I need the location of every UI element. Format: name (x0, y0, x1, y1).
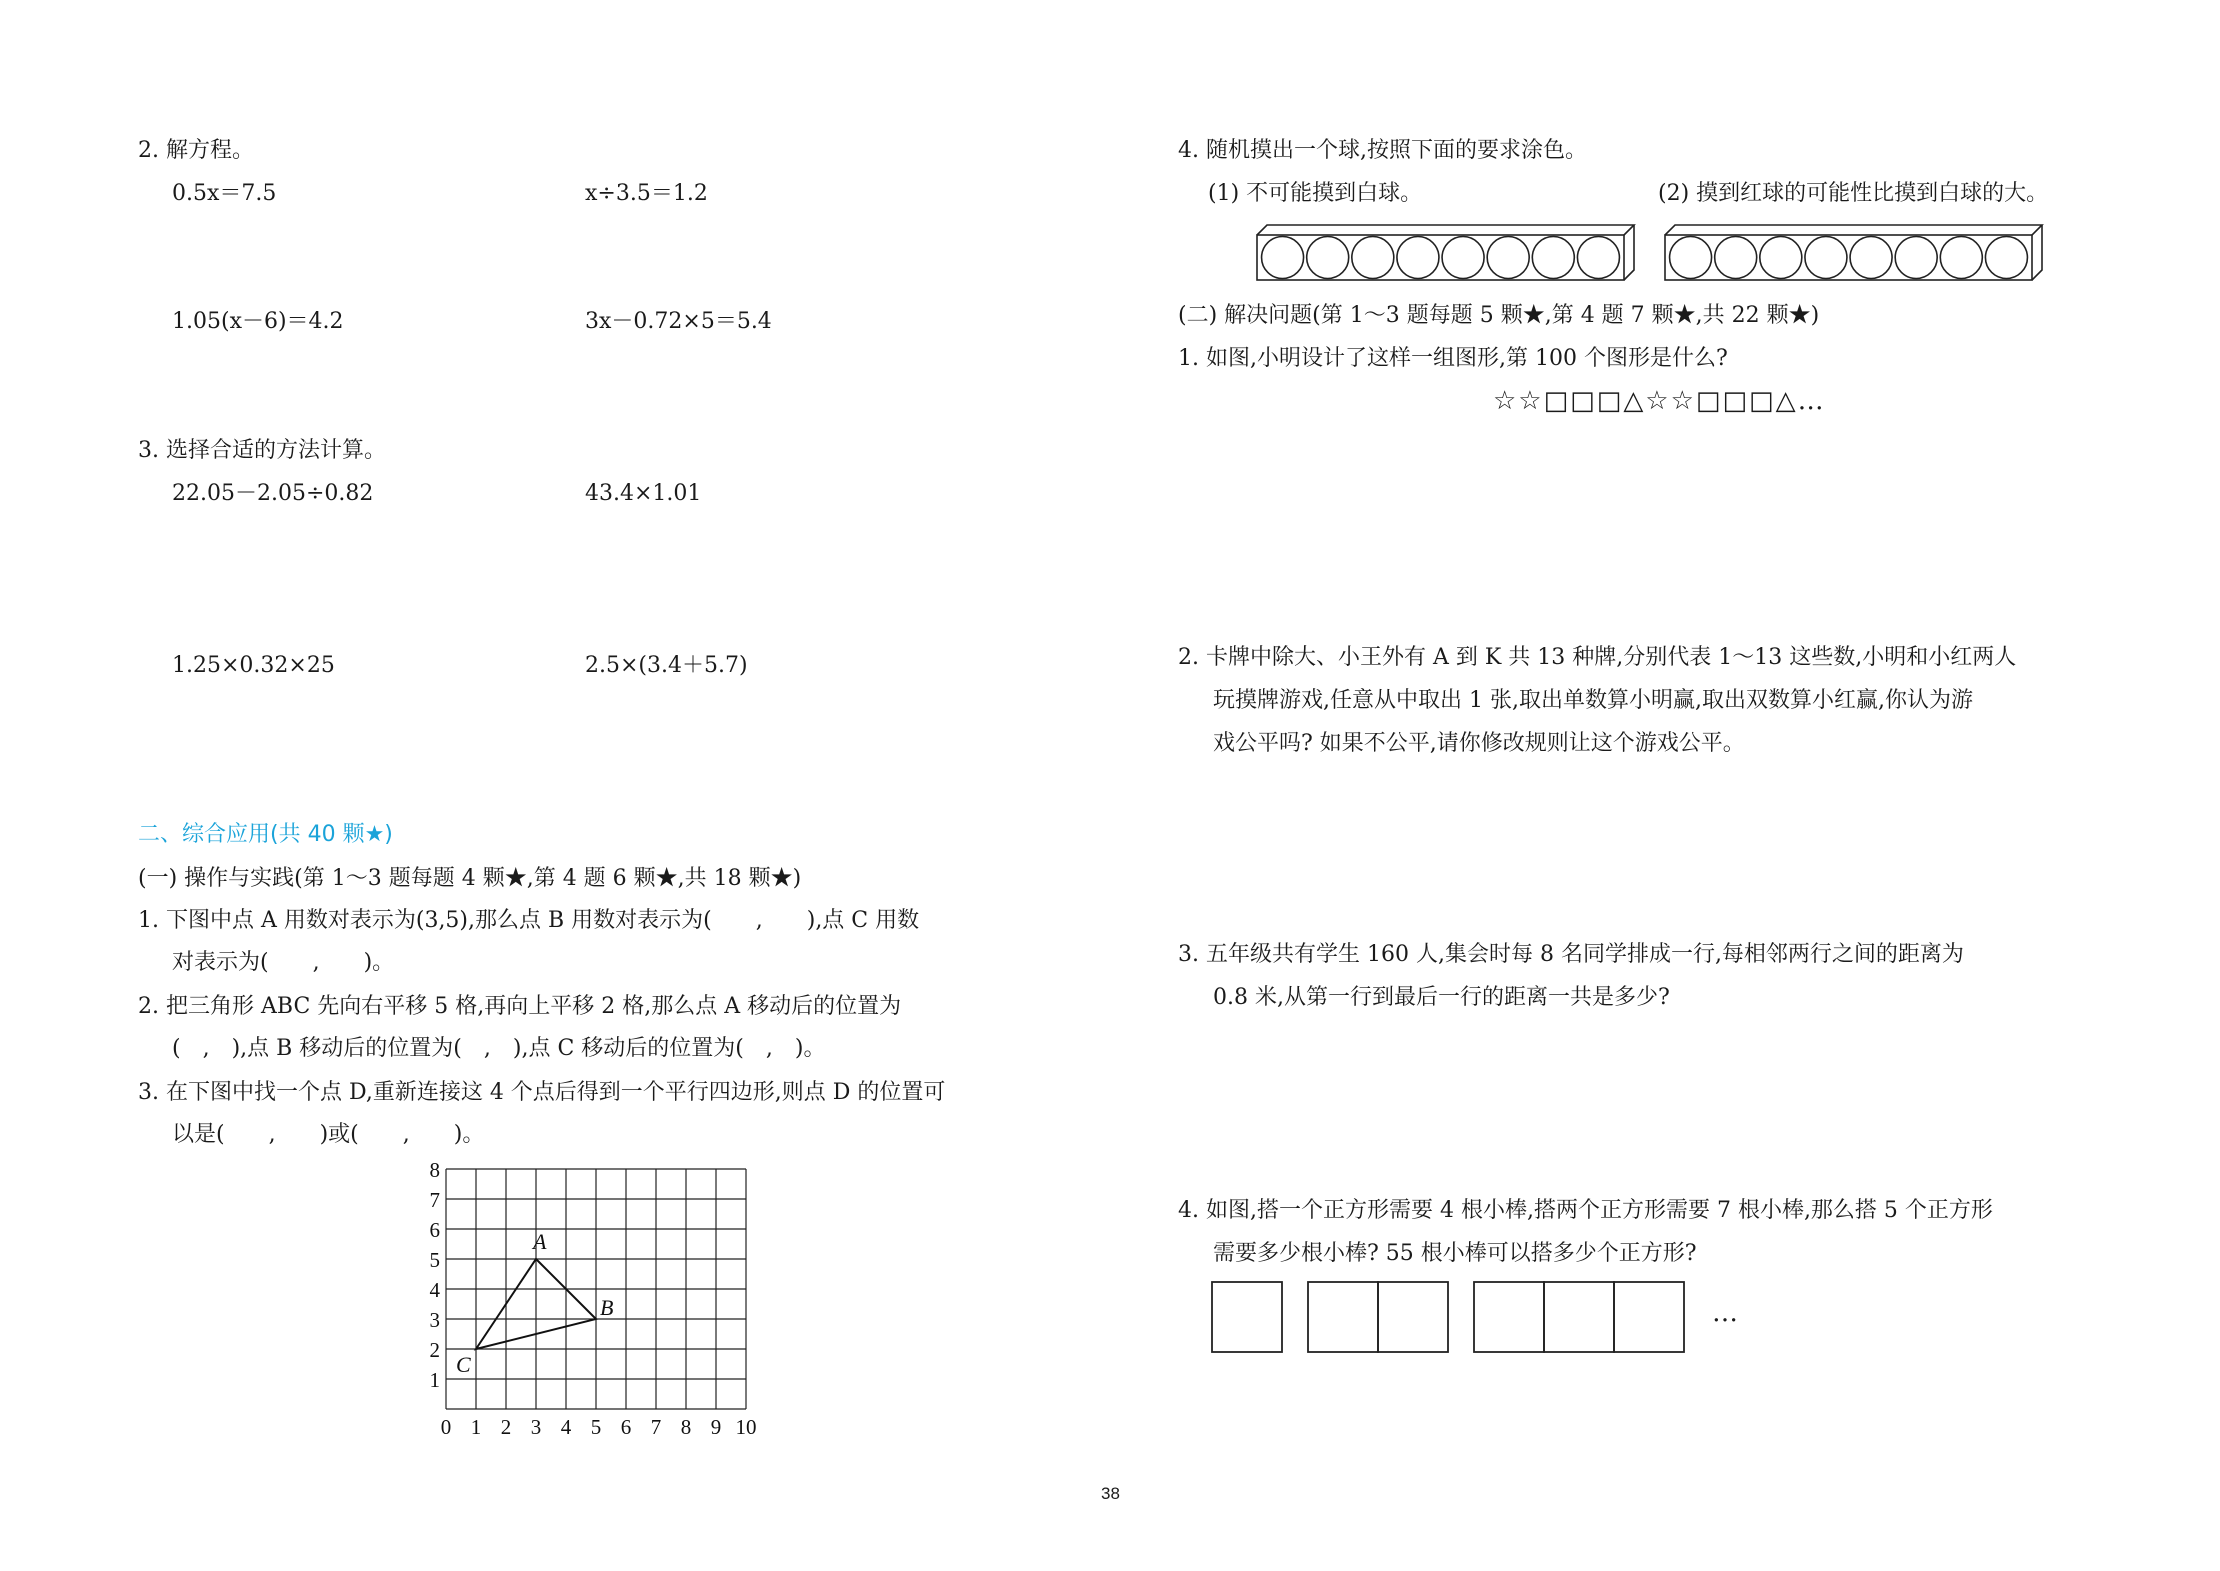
solve-q2-line3: 戏公平吗? 如果不公平,请你修改规则让这个游戏公平。 (1213, 731, 1745, 756)
subsection-2-heading: (二) 解决问题(第 1～3 题每题 5 颗★,第 4 题 7 颗★,共 22 颗★) (1178, 303, 1820, 328)
square-group-2 (1308, 1282, 1448, 1352)
solve-q1: 1. 如图,小明设计了这样一组图形,第 100 个图形是什么? (1178, 346, 1728, 371)
solve-q4-line1: 4. 如图,搭一个正方形需要 4 根小棒,搭两个正方形需要 7 根小棒,那么搭 5 个正方形 (1178, 1198, 1993, 1223)
x-tick-label: 5 (590, 1415, 602, 1439)
shape-pattern: ☆☆□□□△☆☆□□□△… (1493, 386, 1826, 416)
x-tick-label: 3 (530, 1415, 542, 1439)
squares-ellipsis: … (1712, 1298, 1738, 1328)
x-tick-label: 9 (710, 1415, 722, 1439)
x-tick-label: 8 (680, 1415, 692, 1439)
matchstick-square (1378, 1282, 1448, 1352)
solve-q2-line1: 2. 卡牌中除大、小王外有 A 到 K 共 13 种牌,分别代表 1～13 这些数,小明和小红两人 (1178, 645, 2017, 670)
equation-3: 1.05(x－6)＝4.2 (172, 309, 344, 334)
x-tick-label: 6 (620, 1415, 632, 1439)
matchstick-square (1212, 1282, 1282, 1352)
equation-4: 3x－0.72×5＝5.4 (585, 309, 772, 334)
q4-part2: (2) 摸到红球的可能性比摸到白球的大。 (1658, 181, 2049, 206)
square-group-1 (1212, 1282, 1282, 1352)
x-tick-label: 10 (735, 1415, 757, 1439)
solve-q3-line1: 3. 五年级共有学生 160 人,集会时每 8 名同学排成一行,每相邻两行之间的距离为 (1178, 942, 1964, 967)
equation-2: x÷3.5＝1.2 (585, 181, 708, 206)
x-tick-label: 1 (470, 1415, 482, 1439)
calc-1: 22.05－2.05÷0.82 (172, 481, 374, 506)
matchstick-square (1544, 1282, 1614, 1352)
y-tick-label: 2 (429, 1338, 440, 1362)
op-q3-line2: 以是( , )或( , )。 (172, 1122, 485, 1147)
matchstick-square (1474, 1282, 1544, 1352)
y-tick-label: 7 (429, 1188, 440, 1212)
point-label-c: C (456, 1352, 471, 1377)
y-tick-label: 4 (429, 1278, 440, 1302)
x-tick-label: 7 (650, 1415, 662, 1439)
y-tick-label: 1 (429, 1368, 440, 1392)
x-tick-label: 4 (560, 1415, 572, 1439)
subsection-1-heading: (一) 操作与实践(第 1～3 题每题 4 颗★,第 4 题 6 颗★,共 18 颗★) (138, 866, 802, 891)
calc-2: 43.4×1.01 (585, 481, 702, 506)
square-group-3 (1474, 1282, 1684, 1352)
op-q3-line1: 3. 在下图中找一个点 D,重新连接这 4 个点后得到一个平行四边形,则点 D 的位置可 (138, 1080, 946, 1105)
matchstick-square (1614, 1282, 1684, 1352)
calc-4: 2.5×(3.4＋5.7) (585, 653, 748, 678)
y-tick-label: 6 (429, 1218, 440, 1242)
y-tick-label: 5 (429, 1248, 440, 1272)
page-number: 38 (1101, 1484, 1120, 1503)
op-q2-line2: ( , ),点 B 移动后的位置为( , ),点 C 移动后的位置为( , )。 (172, 1036, 826, 1061)
x-tick-label: 2 (500, 1415, 512, 1439)
q4-title: 4. 随机摸出一个球,按照下面的要求涂色。 (1178, 138, 1587, 163)
solve-q3-line2: 0.8 米,从第一行到最后一行的距离一共是多少? (1213, 985, 1670, 1010)
op-q1-line2: 对表示为( , )。 (172, 950, 395, 975)
y-tick-label: 3 (429, 1308, 440, 1332)
y-tick-label: 8 (429, 1158, 440, 1182)
point-label-b: B (600, 1295, 614, 1320)
op-q1-line1: 1. 下图中点 A 用数对表示为(3,5),那么点 B 用数对表示为( , ),点 C 用数 (138, 908, 920, 933)
solve-q4-line2: 需要多少根小棒? 55 根小棒可以搭多少个正方形? (1213, 1241, 1697, 1266)
point-label-a: A (533, 1229, 547, 1254)
q3-title: 3. 选择合适的方法计算。 (138, 438, 386, 463)
q4-part1: (1) 不可能摸到白球。 (1208, 181, 1423, 206)
x-tick-label: 0 (440, 1415, 452, 1439)
calc-3: 1.25×0.32×25 (172, 653, 335, 678)
matchstick-square (1308, 1282, 1378, 1352)
section-heading: 二、综合应用(共 40 颗★) (138, 822, 393, 847)
q2-title: 2. 解方程。 (138, 138, 254, 163)
solve-q2-line2: 玩摸牌游戏,任意从中取出 1 张,取出单数算小明赢,取出双数算小红赢,你认为游 (1213, 688, 1973, 713)
op-q2-line1: 2. 把三角形 ABC 先向右平移 5 格,再向上平移 2 格,那么点 A 移动后的位置为 (138, 994, 902, 1019)
equation-1: 0.5x＝7.5 (172, 181, 277, 206)
